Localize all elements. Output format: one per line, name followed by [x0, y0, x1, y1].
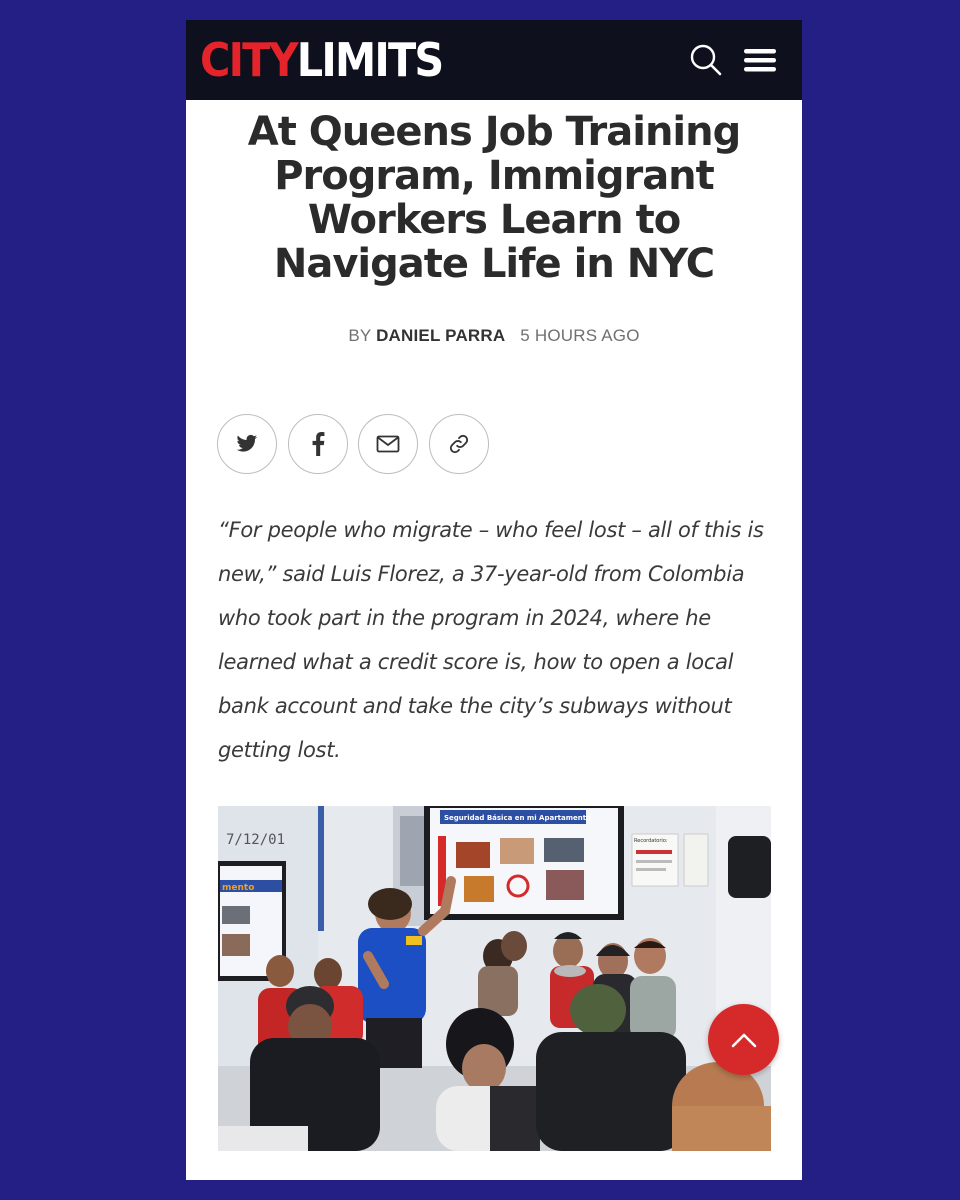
byline — [186, 326, 802, 346]
article-photo[interactable] — [218, 806, 771, 1151]
logo-limits: LIMITS — [296, 33, 443, 87]
whiteboard-note: 7/12/01 — [226, 832, 286, 848]
back-to-top-button[interactable] — [708, 1004, 779, 1075]
facebook-icon — [311, 432, 325, 456]
poster-title: Recordatorio: — [634, 838, 668, 844]
logo-city: CITY — [200, 33, 297, 87]
share-facebook-button[interactable] — [288, 414, 348, 474]
publish-time: 5 HOURS AGO — [520, 326, 640, 345]
site-header — [186, 20, 802, 100]
search-button[interactable] — [688, 42, 724, 78]
search-icon — [688, 42, 724, 78]
mail-icon — [376, 435, 400, 453]
chevron-up-icon — [731, 1032, 757, 1048]
article-card — [186, 20, 802, 1180]
menu-button[interactable] — [742, 44, 778, 76]
screen-title: Seguridad Básica en mi Apartamento — [444, 814, 591, 822]
byline-prefix: BY — [348, 326, 372, 345]
share-email-button[interactable] — [358, 414, 418, 474]
share-link-button[interactable] — [429, 414, 489, 474]
author-link[interactable]: DANIEL PARRA — [376, 326, 506, 345]
link-icon — [448, 433, 470, 455]
pull-quote: “For people who migrate – who feel lost – all of this is new,” said Luis Florez, a 37-year-old from Colombia who took part in the program in 2024, where he learned what a credit score is, how to open a local bank account and take the city’s subways without getting lost. — [218, 518, 764, 762]
side-screen-text: mento — [222, 883, 255, 893]
article-title: At Queens Job Training Program, Immigrant Workers Learn to Navigate Life in NYC — [247, 109, 741, 287]
twitter-icon — [236, 434, 258, 454]
classroom-photo — [218, 806, 771, 1151]
hamburger-menu-icon — [742, 44, 778, 76]
share-twitter-button[interactable] — [217, 414, 277, 474]
site-logo[interactable] — [200, 30, 442, 90]
